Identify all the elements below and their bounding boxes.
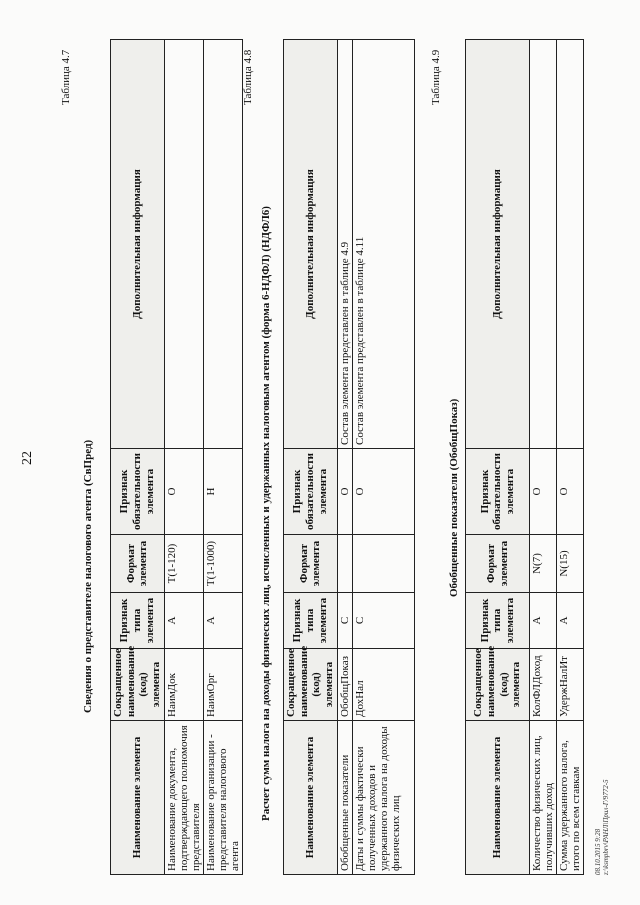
table-cell: А	[557, 593, 584, 649]
table-row	[337, 40, 352, 875]
header-cell: Признак типа элемента	[111, 593, 165, 649]
table-cell: А	[530, 593, 557, 649]
table-header-row	[111, 40, 165, 875]
footer-path: z:\ksmpbrv\РАНЛ\Прил-Г/9772-5	[602, 779, 611, 875]
table-row	[203, 40, 242, 875]
table-4-9-caption: Обобщенные показатели (ОбобщПоказ)	[448, 398, 460, 597]
table-row	[164, 40, 203, 875]
page-number: 22	[20, 451, 35, 465]
header-cell: Дополнительная информация	[466, 40, 530, 449]
table-cell: T(1-120)	[164, 535, 203, 593]
table-cell	[557, 40, 584, 449]
header-cell: Формат элемента	[284, 535, 338, 593]
table-cell: О	[530, 449, 557, 535]
header-cell: Сокращенное наименование (код) элемента	[111, 649, 165, 721]
table-cell: А	[203, 593, 242, 649]
table-cell	[164, 40, 203, 449]
header-cell: Наименование элемента	[111, 721, 165, 875]
header-cell: Дополнительная информация	[284, 40, 338, 449]
table-cell	[530, 40, 557, 449]
table-cell: Количество физических лиц, получивших доход	[530, 721, 557, 875]
table-cell: Даты и суммы фактически полученных доходов и удержанного налога на доходы физических лиц	[352, 721, 414, 875]
table-cell: Сумма удержанного налога, итого по всем ставкам	[557, 721, 584, 875]
table-4-7	[110, 39, 243, 875]
table-cell	[352, 535, 414, 593]
header-cell: Сокращенное наименование (код) элемента	[466, 649, 530, 721]
table-row	[352, 40, 414, 875]
table-header-row	[466, 40, 530, 875]
header-cell: Признак типа элемента	[284, 593, 338, 649]
table-4-8	[283, 39, 415, 875]
table-cell: T(1-1000)	[203, 535, 242, 593]
header-cell: Признак типа элемента	[466, 593, 530, 649]
table-cell: С	[337, 593, 352, 649]
header-cell: Сокращенное наименование (код) элемента	[284, 649, 338, 721]
table-cell: Н	[203, 449, 242, 535]
footer-date: 08.10.2015 9:28	[594, 828, 602, 875]
table-4-7-label: Таблица 4.7	[60, 49, 72, 105]
header-cell: Признак обязательности элемента	[111, 449, 165, 535]
table-cell: N(15)	[557, 535, 584, 593]
table-cell: КолФЛДоход	[530, 649, 557, 721]
footer	[594, 779, 611, 875]
table-cell: Наименование документа, подтверждающего полномочия представителя	[164, 721, 203, 875]
table-cell: Состав элемента представлен в таблице 4.9	[337, 40, 352, 449]
table-row	[530, 40, 557, 875]
table-cell: Обобщенные показатели	[337, 721, 352, 875]
table-header-row	[284, 40, 338, 875]
table-cell: О	[557, 449, 584, 535]
table-4-7-caption: Сведения о представителе налогового агента (СвПред)	[82, 439, 94, 713]
table-cell: N(7)	[530, 535, 557, 593]
table-cell: Наименование организации - представителя налогового агента	[203, 721, 242, 875]
table-cell: О	[352, 449, 414, 535]
table-cell: УдержНалИт	[557, 649, 584, 721]
table-cell: О	[337, 449, 352, 535]
table-4-9-label: Таблица 4.9	[430, 49, 442, 105]
header-cell: Признак обязательности элемента	[466, 449, 530, 535]
table-cell: ОбобщПоказ	[337, 649, 352, 721]
header-cell: Дополнительная информация	[111, 40, 165, 449]
table-4-8-caption: Расчет сумм налога на доходы физических лиц, исчисленных и удержанных налоговым агентом (форма 6-НДФЛ) (НДФЛ6)	[260, 206, 272, 821]
table-cell	[203, 40, 242, 449]
table-cell: ДохНал	[352, 649, 414, 721]
table-cell: НаимОрг	[203, 649, 242, 721]
header-cell: Формат элемента	[466, 535, 530, 593]
header-cell: Формат элемента	[111, 535, 165, 593]
table-cell: О	[164, 449, 203, 535]
header-cell: Признак обязательности элемента	[284, 449, 338, 535]
table-4-9	[465, 39, 584, 875]
table-cell: Состав элемента представлен в таблице 4.11	[352, 40, 414, 449]
header-cell: Наименование элемента	[284, 721, 338, 875]
header-cell: Наименование элемента	[466, 721, 530, 875]
table-row	[557, 40, 584, 875]
table-4-8-label: Таблица 4.8	[242, 49, 254, 105]
table-cell	[337, 535, 352, 593]
table-cell: НаимДок	[164, 649, 203, 721]
table-cell: С	[352, 593, 414, 649]
table-cell: А	[164, 593, 203, 649]
